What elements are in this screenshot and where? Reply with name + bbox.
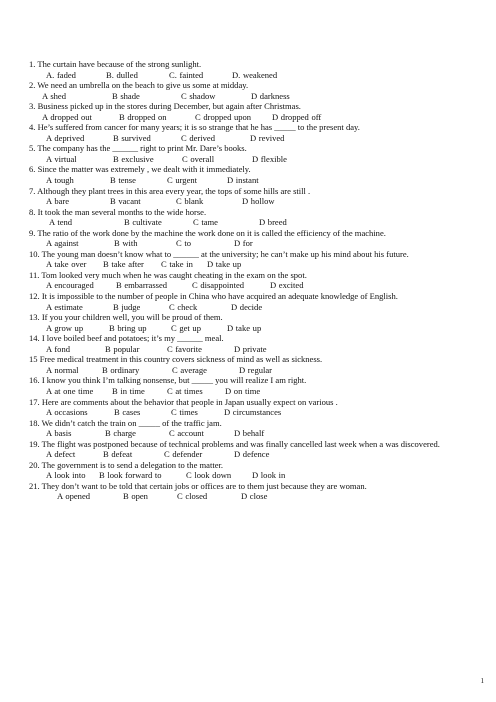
question-3-stem: 3. Business picked up in the stores during December, but again after Christmas. [29, 101, 301, 112]
option-a: A fond [46, 343, 71, 354]
question-18-options [29, 428, 485, 439]
option-a: A grow up [46, 322, 84, 333]
question-14-stem: 14. I love boiled beef and potatoes; it’s my ______ meal. [29, 333, 224, 344]
question-19-options [29, 449, 485, 460]
option-d: D on time [225, 385, 261, 396]
question-9-options [29, 238, 485, 249]
option-b: B. dulled [106, 69, 138, 80]
option-a: A tend [49, 217, 73, 228]
question-18-stem: 18. We didn’t catch the train on _____ of the traffic jam. [29, 417, 222, 428]
option-c: C. fainted [169, 69, 204, 80]
option-c: C average [172, 364, 207, 375]
option-c: C favorite [167, 343, 202, 354]
option-b: B defeat [103, 449, 133, 460]
option-a: A look into [46, 470, 86, 481]
option-a: A deprived [46, 132, 85, 143]
question-15-stem: 15 Free medical treatment in this country covers sickness of mind as well as sickness. [29, 354, 323, 365]
question-20-stem: 20. The government is to send a delegation to the matter. [29, 459, 224, 470]
option-a: A encouraged [46, 280, 94, 291]
option-b: B charge [105, 428, 136, 439]
question-16-stem: 16. I know you think I’m talking nonsense, but _____ you will realize I am right. [29, 375, 307, 386]
option-b: B with [114, 238, 138, 249]
option-d: D excited [270, 280, 304, 291]
page-number: 1 [480, 677, 484, 685]
option-a: A. faded [46, 69, 76, 80]
option-b: B ordinary [102, 364, 140, 375]
option-a: A defect [46, 449, 76, 460]
option-d: D dropped off [272, 111, 322, 122]
option-a: A dropped out [42, 111, 92, 122]
option-b: B vacant [110, 196, 141, 207]
option-c: C check [169, 301, 198, 312]
option-c: C times [171, 407, 198, 418]
option-a: A estimate [46, 301, 83, 312]
option-d: D regular [239, 364, 273, 375]
option-d: D flexible [252, 153, 287, 164]
question-21-options [29, 491, 485, 502]
option-b: B look forward to [99, 470, 162, 481]
question-5-stem: 5. The company has the ______ right to print Mr. Dare’s books. [29, 143, 247, 154]
option-b: B cases [114, 407, 141, 418]
option-a: A opened [57, 491, 91, 502]
question-3-options [29, 112, 485, 123]
question-9-stem: 9. The ratio of the work done by the machine the work done on it is called the efficiency of the machine. [29, 227, 386, 238]
question-1-stem: 1. The curtain have because of the strong sunlight. [29, 59, 202, 69]
option-b: B popular [105, 343, 140, 354]
option-d: D. weakened [232, 69, 278, 80]
question-5-options [29, 154, 485, 165]
option-c: C take in [161, 259, 193, 270]
option-a: A tough [46, 175, 74, 186]
option-b: B exclusive [113, 153, 154, 164]
option-d: D revived [250, 132, 285, 143]
option-d: D for [234, 238, 253, 249]
option-b: B take after [103, 259, 144, 270]
question-11-options [29, 280, 485, 291]
question-17-stem: 17. Here are comments about the behavior that people in Japan usually expect on various . [29, 396, 338, 407]
question-17-options [29, 407, 485, 418]
option-b: B judge [113, 301, 141, 312]
question-16-options [29, 386, 485, 397]
option-a: A virtual [46, 153, 77, 164]
option-c: C look down [186, 470, 232, 481]
question-20-options [29, 470, 485, 481]
option-c: C derived [181, 132, 215, 143]
option-b: B dropped on [119, 111, 167, 122]
option-d: D defence [234, 449, 270, 460]
question-10-options [29, 259, 485, 270]
question-11-stem: 11. Tom looked very much when he was caught cheating in the exam on the spot. [29, 269, 307, 280]
option-a: A basis [46, 428, 72, 439]
question-13-stem: 13. If you your children well, you will be proud of them. [29, 312, 223, 323]
option-d: D behalf [234, 428, 265, 439]
option-d: D close [241, 491, 268, 502]
option-c: C shadow [181, 90, 216, 101]
option-d: D breed [259, 217, 287, 228]
option-c: C urgent [167, 175, 198, 186]
option-c: C tame [193, 217, 218, 228]
question-12-options [29, 302, 485, 313]
question-6-stem: 6. Since the matter was extremely , we dealt with it immediately. [29, 164, 251, 175]
question-7-options [29, 196, 485, 207]
option-d: D take up [207, 259, 242, 270]
question-4-options [29, 133, 485, 144]
option-c: C disappointed [192, 280, 245, 291]
option-c: C account [169, 428, 204, 439]
question-14-options [29, 344, 485, 355]
question-4-stem: 4. He’s suffered from cancer for many years; it is so strange that he has _____ to the present day. [29, 122, 360, 133]
question-21-stem: 21. They don’t want to be told that certain jobs or offices are to them just because they are woman. [29, 480, 367, 491]
option-b: B bring up [109, 322, 147, 333]
question-15-options [29, 365, 485, 376]
question-6-options [29, 175, 485, 186]
option-c: C to [176, 238, 191, 249]
question-8-stem: 8. It took the man several months to the wide horse. [29, 206, 207, 217]
option-d: D private [234, 343, 267, 354]
question-13-options [29, 323, 485, 334]
option-b: B cultivate [124, 217, 162, 228]
question-7-stem: 7. Although they plant trees in this area every year, the tops of some hills are still . [29, 185, 311, 196]
option-a: A shed [42, 90, 67, 101]
option-c: C dropped upon [195, 111, 252, 122]
option-a: A at one time [46, 385, 94, 396]
option-a: A normal [46, 364, 79, 375]
option-c: C overall [182, 153, 215, 164]
option-c: C at times [167, 385, 203, 396]
option-d: D take up [227, 322, 262, 333]
option-b: B shade [112, 90, 140, 101]
exam-question-list [29, 59, 485, 502]
option-a: A take over [46, 259, 87, 270]
option-b: B in time [112, 385, 145, 396]
question-8-options [29, 217, 485, 228]
question-2-stem: 2. We need an umbrella on the beach to give us some at midday. [29, 80, 249, 91]
option-d: D decide [231, 301, 263, 312]
option-a: A against [46, 238, 79, 249]
question-19-stem: 19. The flight was postponed because of technical problems and was finally cancelled last week when a was discovered. [29, 438, 440, 449]
option-c: C blank [176, 196, 204, 207]
option-c: C closed [177, 491, 208, 502]
option-b: B embarrassed [116, 280, 168, 291]
question-1-options [29, 70, 485, 81]
option-c: C get up [171, 322, 201, 333]
option-a: A occasions [46, 407, 88, 418]
question-12-stem: 12. It is impossible to the number of people in China who have acquired an adequate knowledge of English. [29, 291, 398, 302]
option-a: A bare [46, 196, 70, 207]
option-d: D darkness [251, 90, 290, 101]
option-c: C defender [164, 449, 203, 460]
option-d: D instant [227, 175, 259, 186]
option-b: B survived [113, 132, 151, 143]
option-d: D look in [252, 470, 286, 481]
option-b: B open [123, 491, 148, 502]
option-d: D circumstances [224, 407, 282, 418]
option-d: D hollow [242, 196, 275, 207]
option-b: B tense [110, 175, 136, 186]
question-2-options [29, 91, 485, 102]
question-10-stem: 10. The young man doesn’t know what to ______ at the university; he can’t make up his mind about his future. [29, 248, 409, 259]
